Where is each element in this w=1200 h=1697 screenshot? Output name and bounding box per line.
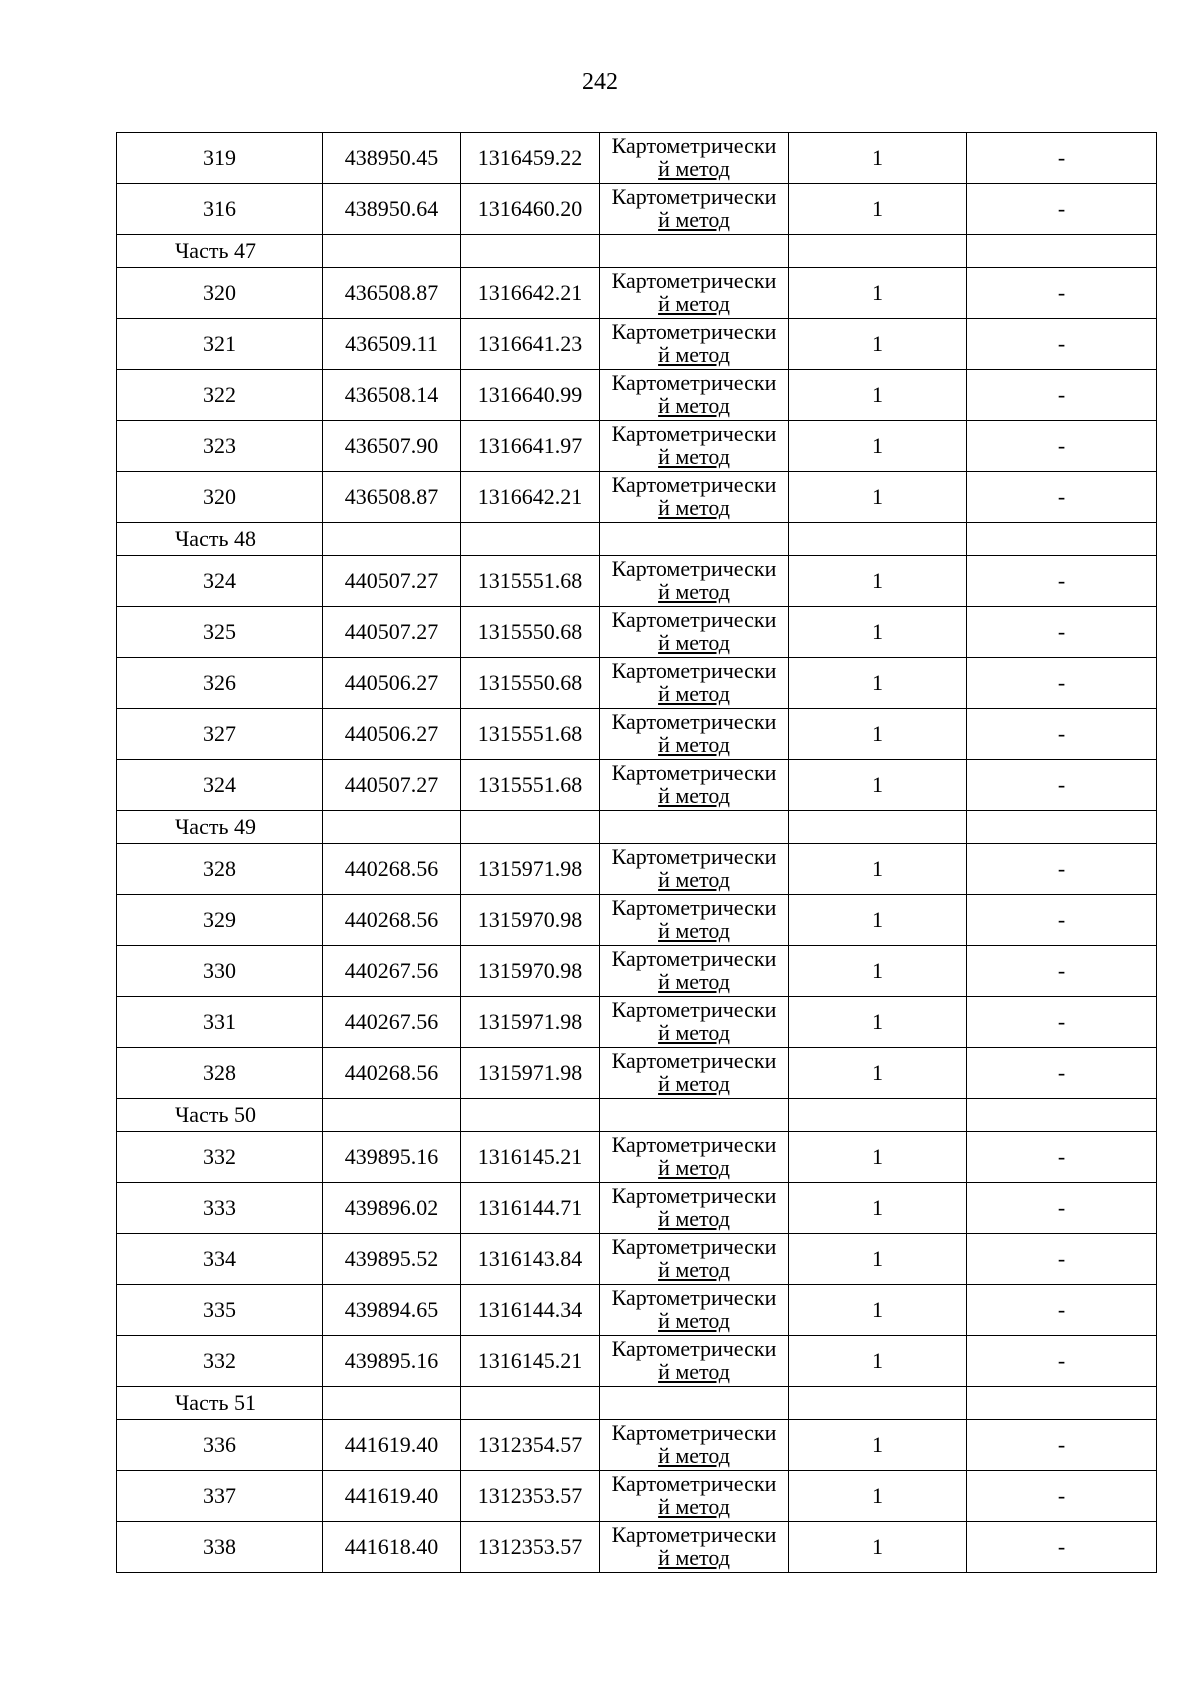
point-number-cell: 320	[117, 268, 323, 319]
accuracy-cell: 1	[789, 1132, 967, 1183]
accuracy-cell: 1	[789, 370, 967, 421]
note-cell: -	[967, 133, 1157, 184]
point-number-cell: 336	[117, 1420, 323, 1471]
accuracy-cell: 1	[789, 556, 967, 607]
method-cell	[600, 1285, 789, 1336]
y-coordinate-cell: 1316640.99	[461, 370, 600, 421]
method-text-line1: Картометрически	[611, 1234, 777, 1259]
y-coordinate-cell: 1316145.21	[461, 1132, 600, 1183]
method-text-line2: й метод	[658, 783, 730, 808]
method-text-line2: й метод	[658, 444, 730, 469]
point-number-cell: 332	[117, 1336, 323, 1387]
x-coordinate-cell: 441618.40	[323, 1522, 461, 1573]
point-number-cell: 327	[117, 709, 323, 760]
point-number-cell: 337	[117, 1471, 323, 1522]
empty-cell	[967, 811, 1157, 844]
point-number-cell: 333	[117, 1183, 323, 1234]
note-cell: -	[967, 895, 1157, 946]
x-coordinate-cell: 436508.14	[323, 370, 461, 421]
method-cell	[600, 607, 789, 658]
accuracy-cell: 1	[789, 184, 967, 235]
table-row	[117, 370, 1157, 421]
table-row	[117, 895, 1157, 946]
method-text-line1: Картометрически	[611, 1048, 777, 1073]
method-text-line2: й метод	[658, 630, 730, 655]
method-text-line1: Картометрически	[611, 844, 777, 869]
note-cell: -	[967, 760, 1157, 811]
method-text-line2: й метод	[658, 681, 730, 706]
note-cell: -	[967, 1285, 1157, 1336]
accuracy-cell: 1	[789, 1048, 967, 1099]
method-text-line2: й метод	[658, 867, 730, 892]
part-label: Часть 48	[117, 523, 323, 556]
table-row	[117, 946, 1157, 997]
method-text-line1: Картометрически	[611, 556, 777, 581]
x-coordinate-cell: 436508.87	[323, 268, 461, 319]
point-number-cell: 330	[117, 946, 323, 997]
method-text-line1: Картометрически	[611, 1420, 777, 1445]
method-cell	[600, 658, 789, 709]
method-cell	[600, 319, 789, 370]
x-coordinate-cell: 440268.56	[323, 1048, 461, 1099]
part-label: Часть 47	[117, 235, 323, 268]
empty-cell	[789, 235, 967, 268]
empty-cell	[967, 1099, 1157, 1132]
x-coordinate-cell: 440506.27	[323, 658, 461, 709]
accuracy-cell: 1	[789, 997, 967, 1048]
empty-cell	[789, 523, 967, 556]
table-row	[117, 1183, 1157, 1234]
y-coordinate-cell: 1312354.57	[461, 1420, 600, 1471]
y-coordinate-cell: 1316460.20	[461, 184, 600, 235]
point-number-cell: 324	[117, 760, 323, 811]
table-row	[117, 1285, 1157, 1336]
y-coordinate-cell: 1316144.71	[461, 1183, 600, 1234]
table-row	[117, 607, 1157, 658]
note-cell: -	[967, 1471, 1157, 1522]
method-cell	[600, 472, 789, 523]
y-coordinate-cell: 1315971.98	[461, 997, 600, 1048]
y-coordinate-cell: 1316642.21	[461, 268, 600, 319]
method-text-line1: Картометрически	[611, 895, 777, 920]
table-row	[117, 268, 1157, 319]
note-cell: -	[967, 319, 1157, 370]
empty-cell	[323, 1387, 461, 1420]
accuracy-cell: 1	[789, 1285, 967, 1336]
method-cell	[600, 184, 789, 235]
empty-cell	[323, 1099, 461, 1132]
method-cell	[600, 1522, 789, 1573]
empty-cell	[789, 1099, 967, 1132]
method-text-line2: й метод	[658, 1359, 730, 1384]
note-cell: -	[967, 184, 1157, 235]
y-coordinate-cell: 1316143.84	[461, 1234, 600, 1285]
method-text-line1: Картометрически	[611, 472, 777, 497]
note-cell: -	[967, 1336, 1157, 1387]
x-coordinate-cell: 436507.90	[323, 421, 461, 472]
note-cell: -	[967, 1522, 1157, 1573]
method-text-line2: й метод	[658, 1443, 730, 1468]
part-label: Часть 49	[117, 811, 323, 844]
method-text-line2: й метод	[658, 1257, 730, 1282]
method-cell	[600, 1336, 789, 1387]
note-cell: -	[967, 946, 1157, 997]
table-row	[117, 1234, 1157, 1285]
part-header-row	[117, 1387, 1157, 1420]
part-header-row	[117, 1099, 1157, 1132]
method-cell	[600, 556, 789, 607]
method-text-line2: й метод	[658, 393, 730, 418]
method-text-line2: й метод	[658, 1020, 730, 1045]
note-cell: -	[967, 370, 1157, 421]
accuracy-cell: 1	[789, 946, 967, 997]
table-row	[117, 184, 1157, 235]
empty-cell	[323, 523, 461, 556]
empty-cell	[323, 811, 461, 844]
point-number-cell: 331	[117, 997, 323, 1048]
method-text-line1: Картометрически	[611, 1336, 777, 1361]
method-text-line1: Картометрически	[611, 268, 777, 293]
point-number-cell: 319	[117, 133, 323, 184]
accuracy-cell: 1	[789, 133, 967, 184]
point-number-cell: 335	[117, 1285, 323, 1336]
note-cell: -	[967, 1048, 1157, 1099]
method-text-line1: Картометрически	[611, 946, 777, 971]
table-row	[117, 658, 1157, 709]
y-coordinate-cell: 1312353.57	[461, 1471, 600, 1522]
table-row	[117, 1048, 1157, 1099]
method-text-line1: Картометрически	[611, 658, 777, 683]
y-coordinate-cell: 1316641.97	[461, 421, 600, 472]
part-label: Часть 50	[117, 1099, 323, 1132]
x-coordinate-cell: 439894.65	[323, 1285, 461, 1336]
x-coordinate-cell: 439895.16	[323, 1132, 461, 1183]
accuracy-cell: 1	[789, 1522, 967, 1573]
empty-cell	[789, 811, 967, 844]
x-coordinate-cell: 436508.87	[323, 472, 461, 523]
x-coordinate-cell: 440267.56	[323, 997, 461, 1048]
note-cell: -	[967, 268, 1157, 319]
x-coordinate-cell: 439896.02	[323, 1183, 461, 1234]
empty-cell	[600, 523, 789, 556]
method-cell	[600, 760, 789, 811]
accuracy-cell: 1	[789, 658, 967, 709]
note-cell: -	[967, 709, 1157, 760]
method-cell	[600, 1132, 789, 1183]
y-coordinate-cell: 1315971.98	[461, 844, 600, 895]
point-number-cell: 316	[117, 184, 323, 235]
method-text-line1: Картометрически	[611, 421, 777, 446]
note-cell: -	[967, 658, 1157, 709]
note-cell: -	[967, 472, 1157, 523]
y-coordinate-cell: 1315971.98	[461, 1048, 600, 1099]
method-cell	[600, 1183, 789, 1234]
x-coordinate-cell: 440507.27	[323, 556, 461, 607]
y-coordinate-cell: 1316459.22	[461, 133, 600, 184]
table-row	[117, 421, 1157, 472]
table-row	[117, 997, 1157, 1048]
x-coordinate-cell: 440267.56	[323, 946, 461, 997]
empty-cell	[967, 235, 1157, 268]
method-cell	[600, 268, 789, 319]
empty-cell	[600, 811, 789, 844]
accuracy-cell: 1	[789, 1183, 967, 1234]
method-text-line1: Картометрически	[611, 184, 777, 209]
table-row	[117, 556, 1157, 607]
part-header-row	[117, 811, 1157, 844]
accuracy-cell: 1	[789, 472, 967, 523]
point-number-cell: 324	[117, 556, 323, 607]
x-coordinate-cell: 441619.40	[323, 1420, 461, 1471]
table-row	[117, 760, 1157, 811]
table-row	[117, 1420, 1157, 1471]
y-coordinate-cell: 1312353.57	[461, 1522, 600, 1573]
method-text-line2: й метод	[658, 291, 730, 316]
empty-cell	[461, 1099, 600, 1132]
method-cell	[600, 1471, 789, 1522]
note-cell: -	[967, 556, 1157, 607]
x-coordinate-cell: 438950.45	[323, 133, 461, 184]
accuracy-cell: 1	[789, 895, 967, 946]
y-coordinate-cell: 1315970.98	[461, 895, 600, 946]
empty-cell	[600, 1099, 789, 1132]
accuracy-cell: 1	[789, 709, 967, 760]
method-cell	[600, 421, 789, 472]
method-cell	[600, 1234, 789, 1285]
empty-cell	[967, 1387, 1157, 1420]
method-cell	[600, 133, 789, 184]
method-text-line2: й метод	[658, 156, 730, 181]
point-number-cell: 326	[117, 658, 323, 709]
x-coordinate-cell: 440268.56	[323, 895, 461, 946]
empty-cell	[967, 523, 1157, 556]
note-cell: -	[967, 607, 1157, 658]
method-text-line1: Картометрически	[611, 370, 777, 395]
method-text-line2: й метод	[658, 732, 730, 757]
method-text-line2: й метод	[658, 1494, 730, 1519]
point-number-cell: 338	[117, 1522, 323, 1573]
table-row	[117, 472, 1157, 523]
method-text-line2: й метод	[658, 969, 730, 994]
table-row	[117, 1336, 1157, 1387]
table-row	[117, 133, 1157, 184]
table-row	[117, 1471, 1157, 1522]
method-text-line1: Картометрически	[611, 1285, 777, 1310]
y-coordinate-cell: 1315551.68	[461, 760, 600, 811]
y-coordinate-cell: 1315970.98	[461, 946, 600, 997]
note-cell: -	[967, 997, 1157, 1048]
point-number-cell: 328	[117, 1048, 323, 1099]
method-text-line2: й метод	[658, 1071, 730, 1096]
point-number-cell: 332	[117, 1132, 323, 1183]
table-row	[117, 1132, 1157, 1183]
accuracy-cell: 1	[789, 1234, 967, 1285]
accuracy-cell: 1	[789, 607, 967, 658]
method-text-line1: Картометрически	[611, 760, 777, 785]
part-header-row	[117, 235, 1157, 268]
method-text-line1: Картометрически	[611, 1132, 777, 1157]
method-text-line2: й метод	[658, 495, 730, 520]
method-cell	[600, 1048, 789, 1099]
note-cell: -	[967, 1234, 1157, 1285]
note-cell: -	[967, 421, 1157, 472]
method-text-line1: Картометрически	[611, 607, 777, 632]
note-cell: -	[967, 844, 1157, 895]
y-coordinate-cell: 1315551.68	[461, 556, 600, 607]
method-cell	[600, 709, 789, 760]
method-text-line1: Картометрически	[611, 1183, 777, 1208]
method-text-line2: й метод	[658, 579, 730, 604]
table-row	[117, 844, 1157, 895]
note-cell: -	[967, 1132, 1157, 1183]
x-coordinate-cell: 438950.64	[323, 184, 461, 235]
point-number-cell: 321	[117, 319, 323, 370]
empty-cell	[600, 235, 789, 268]
empty-cell	[600, 1387, 789, 1420]
method-cell	[600, 895, 789, 946]
point-number-cell: 322	[117, 370, 323, 421]
method-text-line1: Картометрически	[611, 1471, 777, 1496]
y-coordinate-cell: 1315551.68	[461, 709, 600, 760]
method-cell	[600, 1420, 789, 1471]
x-coordinate-cell: 440507.27	[323, 607, 461, 658]
x-coordinate-cell: 440506.27	[323, 709, 461, 760]
x-coordinate-cell: 436509.11	[323, 319, 461, 370]
accuracy-cell: 1	[789, 1471, 967, 1522]
y-coordinate-cell: 1316145.21	[461, 1336, 600, 1387]
method-text-line2: й метод	[658, 1155, 730, 1180]
y-coordinate-cell: 1315550.68	[461, 607, 600, 658]
method-text-line2: й метод	[658, 342, 730, 367]
table-row	[117, 319, 1157, 370]
point-number-cell: 328	[117, 844, 323, 895]
method-cell	[600, 370, 789, 421]
method-text-line2: й метод	[658, 1206, 730, 1231]
method-text-line1: Картометрически	[611, 709, 777, 734]
note-cell: -	[967, 1183, 1157, 1234]
x-coordinate-cell: 439895.52	[323, 1234, 461, 1285]
method-cell	[600, 844, 789, 895]
x-coordinate-cell: 440268.56	[323, 844, 461, 895]
method-text-line2: й метод	[658, 207, 730, 232]
accuracy-cell: 1	[789, 1336, 967, 1387]
coordinates-table-body	[117, 133, 1157, 1573]
method-text-line1: Картометрически	[611, 133, 777, 158]
point-number-cell: 334	[117, 1234, 323, 1285]
accuracy-cell: 1	[789, 1420, 967, 1471]
part-label: Часть 51	[117, 1387, 323, 1420]
y-coordinate-cell: 1315550.68	[461, 658, 600, 709]
empty-cell	[461, 235, 600, 268]
accuracy-cell: 1	[789, 844, 967, 895]
method-text-line1: Картометрически	[611, 997, 777, 1022]
method-text-line2: й метод	[658, 918, 730, 943]
x-coordinate-cell: 439895.16	[323, 1336, 461, 1387]
table-row	[117, 709, 1157, 760]
accuracy-cell: 1	[789, 319, 967, 370]
point-number-cell: 320	[117, 472, 323, 523]
page-number: 242	[582, 69, 618, 95]
empty-cell	[461, 811, 600, 844]
point-number-cell: 325	[117, 607, 323, 658]
empty-cell	[461, 523, 600, 556]
method-text-line2: й метод	[658, 1308, 730, 1333]
method-text-line2: й метод	[658, 1545, 730, 1570]
y-coordinate-cell: 1316144.34	[461, 1285, 600, 1336]
accuracy-cell: 1	[789, 421, 967, 472]
part-header-row	[117, 523, 1157, 556]
empty-cell	[789, 1387, 967, 1420]
empty-cell	[461, 1387, 600, 1420]
empty-cell	[323, 235, 461, 268]
note-cell: -	[967, 1420, 1157, 1471]
coordinates-table	[116, 132, 1157, 1573]
point-number-cell: 323	[117, 421, 323, 472]
table-row	[117, 1522, 1157, 1573]
y-coordinate-cell: 1316642.21	[461, 472, 600, 523]
accuracy-cell: 1	[789, 268, 967, 319]
x-coordinate-cell: 441619.40	[323, 1471, 461, 1522]
y-coordinate-cell: 1316641.23	[461, 319, 600, 370]
method-cell	[600, 997, 789, 1048]
method-cell	[600, 946, 789, 997]
accuracy-cell: 1	[789, 760, 967, 811]
point-number-cell: 329	[117, 895, 323, 946]
method-text-line1: Картометрически	[611, 1522, 777, 1547]
x-coordinate-cell: 440507.27	[323, 760, 461, 811]
method-text-line1: Картометрически	[611, 319, 777, 344]
